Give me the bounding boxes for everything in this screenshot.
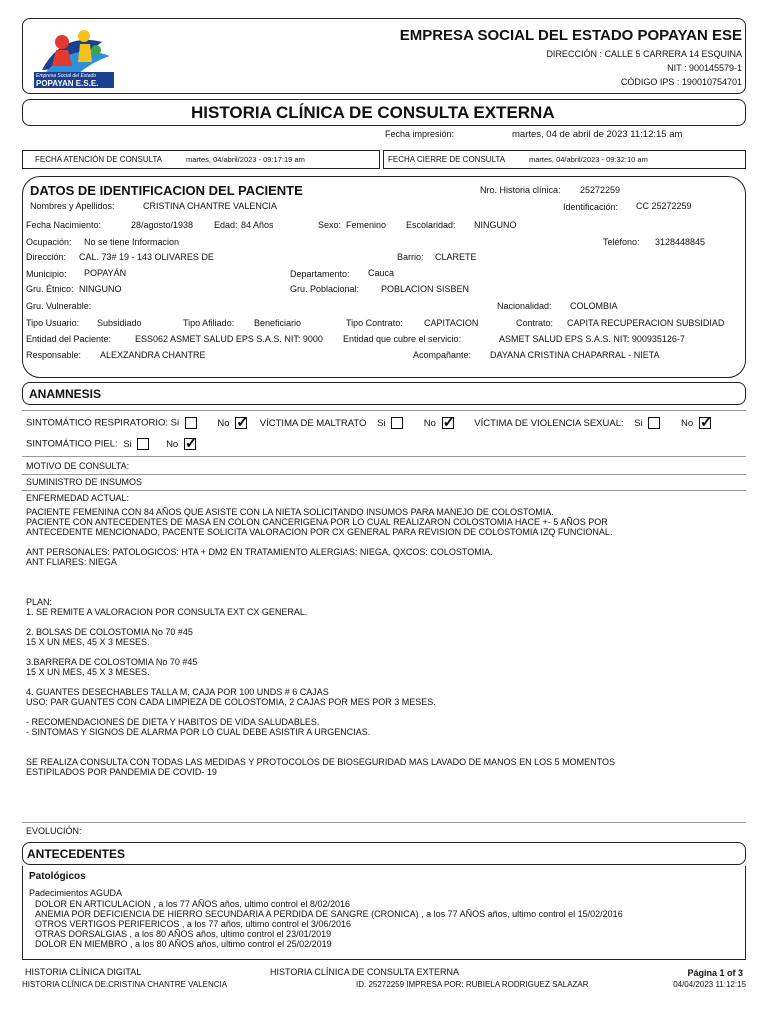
company-logo <box>32 22 116 90</box>
school-value: NINGUNO <box>474 220 517 230</box>
phone-label: Teléfono: <box>603 237 640 247</box>
closing-date-box <box>383 150 746 169</box>
antecedentes-header-box <box>22 842 746 865</box>
contract-type-label: Tipo Contrato: <box>346 318 403 328</box>
illness-line <box>26 567 615 577</box>
antecedentes-title: ANTECEDENTES <box>27 847 126 861</box>
abuse-no-label: No <box>423 417 436 429</box>
pathologic-item: DOLOR EN MIEMBRO , a los 80 AÑOS años, ultimo control el 25/02/2019 <box>35 939 332 949</box>
logo-text-small: Empresa Social del Estado <box>36 73 97 79</box>
occupation-label: Ocupación: <box>26 237 72 247</box>
illness-line: - RECOMENDACIONES DE DIETA Y HABITOS DE VIDA SALUDABLES. <box>26 717 320 727</box>
record-value: 25272259 <box>580 185 621 195</box>
company-address: DIRECCIÓN : CALLE 5 CARRERA 14 ESQUINA <box>546 49 742 59</box>
responsible-label: Responsable: <box>26 350 82 360</box>
closing-date-label: FECHA CIERRE DE CONSULTA <box>388 155 506 164</box>
pathologic-subtitle: Patológicos <box>29 871 86 882</box>
respiratory-label: SINTOMÁTICO RESPIRATORIO: Si <box>26 417 180 429</box>
closing-date-value: martes, 04/abril/2023 - 09:32:10 am <box>529 155 648 164</box>
age-value: 84 Años <box>241 220 274 230</box>
age-label: Edad: <box>214 220 238 230</box>
barrio-label: Barrio: <box>397 252 424 262</box>
address-label: Dirección: <box>26 252 67 262</box>
pathologic-item: ANEMIA POR DEFICIENCIA DE HIERRO SECUNDARIA A PERDIDA DE SANGRE (CRONICA) , a los 77 AÑOS años, ultimo control el 15/02/2016 <box>35 909 623 919</box>
illness-line: PACIENTE FEMENINA CON 84 AÑOS QUE ASISTE CON LA NIETA SOLICITANDO INSUMOS PARA MANEJO DE COLOSTOMIA. <box>26 507 554 517</box>
abuse-yes-label: Si <box>377 417 386 429</box>
occupation-value: No se tiene Informacion <box>84 237 180 247</box>
illness-line: 2. BOLSAS DE COLOSTOMIA No 70 #45 <box>26 627 193 637</box>
department-label: Departamento: <box>290 269 350 279</box>
illness-line <box>26 677 615 687</box>
illness-line: ANT PERSONALES: PATOLOGICOS: HTA + DM2 EN TRATAMIENTO ALERGIAS: NIEGA, QXCOS: COLOSTOMIA. <box>26 547 493 557</box>
print-date-label: Fecha impresión: <box>385 129 455 139</box>
sexual-yes-checkbox[interactable] <box>648 417 660 429</box>
divider <box>22 822 746 823</box>
municipality-value: POPAYÁN <box>84 268 127 278</box>
illness-line: SE REALIZA CONSULTA CON TODAS LAS MEDIDAS Y PROTOCOLOS DE BIOSEGURIDAD MAS LAVADO DE MANOS EN LOS 5 MOMENTOS <box>26 757 615 767</box>
nationality-value: COLOMBIA <box>570 301 618 311</box>
skin-row <box>26 438 202 450</box>
page-number: Página 1 of 3 <box>687 968 743 978</box>
user-type-value: Subsidiado <box>97 318 142 328</box>
abuse-no-checkbox[interactable] <box>442 417 454 429</box>
illness-line <box>26 537 615 547</box>
company-name: EMPRESA SOCIAL DEL ESTADO POPAYAN ESE <box>399 27 742 44</box>
pathologic-item: OTRAS DORSALGIAS , a los 80 AÑOS años, ultimo control el 23/01/2019 <box>35 929 332 939</box>
illness-line <box>26 617 615 627</box>
illness-line <box>26 747 615 757</box>
skin-no-checkbox[interactable] <box>184 438 196 450</box>
title-box <box>22 99 746 126</box>
record-label: Nro. Historia clínica: <box>480 185 561 195</box>
responsible-value: ALEXZANDRA CHANTRE <box>100 350 206 360</box>
attention-date-value: martes, 04/abril/2023 - 09:17:19 am <box>186 155 305 164</box>
illness-line: ANTECEDENTE MENCIONADO, PACENTE SOLICITA VALORACION POR CX GENERAL PARA REVISION DE COLOSTOMIA IZQ FUNCIONAL. <box>26 527 613 537</box>
attention-date-label: FECHA ATENCIÓN DE CONSULTA <box>35 155 163 164</box>
illness-line: 15 X UN MES, 45 X 3 MESES. <box>26 667 150 677</box>
logo-text-large: POPAYAN E.S.E. <box>36 79 99 88</box>
patient-section-title: DATOS DE IDENTIFICACION DEL PACIENTE <box>30 183 303 198</box>
companion-label: Acompañante: <box>413 350 472 360</box>
companion-value: DAYANA CRISTINA CHAPARRAL - NIETA <box>490 350 660 360</box>
ethnic-value: NINGUNO <box>79 284 122 294</box>
footer-center-2: ID. 25272259 IMPRESA POR: RUBIELA RODRIGUEZ SALAZAR <box>356 980 589 989</box>
user-type-label: Tipo Usuario: <box>26 318 80 328</box>
sexual-violence-label: VÍCTIMA DE VIOLENCIA SEXUAL: <box>474 417 624 429</box>
illness-line <box>26 587 615 597</box>
contract-type-value: CAPITACION <box>424 318 479 328</box>
id-value: CC 25272259 <box>636 201 692 211</box>
birth-label: Fecha Nacimiento: <box>26 220 102 230</box>
illness-line: ANT FLIARES: NIEGA <box>26 557 117 567</box>
illness-line <box>26 647 615 657</box>
skin-yes-checkbox[interactable] <box>137 438 149 450</box>
address-value: CAL. 73# 19 - 143 OLIVARES DE <box>79 252 214 262</box>
sexual-no-checkbox[interactable] <box>699 417 711 429</box>
abuse-yes-checkbox[interactable] <box>391 417 403 429</box>
print-date: martes, 04 de abril de 2023 11:12:15 am <box>512 129 683 140</box>
name-label: Nombres y Apellidos: <box>30 201 115 211</box>
divider <box>22 490 746 491</box>
divider <box>22 474 746 475</box>
evolution-label: EVOLUCIÓN: <box>26 826 82 836</box>
pathologic-group: Padecimientos AGUDA <box>29 888 123 898</box>
illness-line: USO: PAR GUANTES CON CADA LIMPIEZA DE COLOSTOMIA, 2 CAJAS POR MES POR 3 MESES. <box>26 697 436 707</box>
illness-line <box>26 737 615 747</box>
ethnic-label: Gru. Étnico: <box>26 284 74 294</box>
attention-date-box <box>22 150 380 169</box>
illness-label: ENFERMEDAD ACTUAL: <box>26 493 130 503</box>
skin-no-label: No <box>166 438 179 450</box>
reason-value: SUMINISTRO DE INSUMOS <box>26 477 143 487</box>
respiratory-no-label: No <box>217 417 230 429</box>
illness-line: ESTIPILADOS POR PANDEMIA DE COVID- 19 <box>26 767 217 777</box>
anamnesis-header-box <box>22 382 746 405</box>
phone-value: 3128448845 <box>655 237 706 247</box>
affiliate-label: Tipo Afiliado: <box>183 318 235 328</box>
illness-line: PACIENTE CON ANTECEDENTES DE MASA EN COLON CANCERIGENA POR LO CUAL REALIZARON COLOSTOMIA HACE +- 5 AÑOS POR <box>26 517 608 527</box>
illness-line <box>26 707 615 717</box>
skin-label: SINTOMÁTICO PIEL: <box>26 438 118 450</box>
illness-line <box>26 577 615 587</box>
contract-value: CAPITA RECUPERACION SUBSIDIAD <box>567 318 725 328</box>
reason-label: MOTIVO DE CONSULTA: <box>26 461 130 471</box>
footer-datetime: 04/04/2023 11:12:15 <box>673 980 746 989</box>
sexual-no-label: No <box>681 417 694 429</box>
barrio-value: CLARETE <box>435 252 477 262</box>
pathologic-item: OTROS VERTIGOS PERIFERICOS , a los 77 años, ultimo control el 3/06/2016 <box>35 919 351 929</box>
birth-value: 28/agosto/1938 <box>131 220 194 230</box>
footer-center-1: HISTORIA CLÍNICA DE CONSULTA EXTERNA <box>270 967 460 977</box>
vulnerable-label: Gru. Vulnerable: <box>26 301 92 311</box>
covering-entity-value: ASMET SALUD EPS S.A.S. NIT: 900935126-7 <box>499 334 685 344</box>
footer-left-1: HISTORIA CLÍNICA DIGITAL <box>25 967 142 977</box>
footer-left-2: HISTORIA CLÍNICA DE:CRISTINA CHANTRE VALENCIA <box>22 980 228 989</box>
illness-line: 1. SE REMITE A VALORACION POR CONSULTA EXT CX GENERAL. <box>26 607 308 617</box>
page-title: HISTORIA CLÍNICA DE CONSULTA EXTERNA <box>191 103 555 122</box>
sex-value: Femenino <box>346 220 387 230</box>
pathologic-list <box>35 899 623 949</box>
population-value: POBLACION SISBEN <box>381 284 470 294</box>
abuse-label: VÍCTIMA DE MALTRATO <box>259 417 367 429</box>
population-label: Gru. Poblacional: <box>290 284 360 294</box>
illness-line: 4. GUANTES DESECHABLES TALLA M, CAJA POR 100 UNDS # 6 CAJAS <box>26 687 329 697</box>
illness-text <box>26 507 615 777</box>
pathologic-item: DOLOR EN ARTICULACION , a los 77 AÑOS años, ultimo control el 8/02/2016 <box>35 899 350 909</box>
sex-label: Sexo: <box>318 220 342 230</box>
illness-line: PLAN: <box>26 597 53 607</box>
divider <box>22 410 746 411</box>
contract-label: Contrato: <box>516 318 554 328</box>
illness-line: 15 X UN MES, 45 X 3 MESES. <box>26 637 150 647</box>
entity-value: ESS062 ASMET SALUD EPS S.A.S. NIT: 9000 <box>135 334 323 344</box>
municipality-label: Municipio: <box>26 269 67 279</box>
illness-line: 3.BARRERA DE COLOSTOMIA No 70 #45 <box>26 657 198 667</box>
entity-label: Entidad del Paciente: <box>26 334 112 344</box>
covering-entity-label: Entidad que cubre el servicio: <box>343 334 462 344</box>
anamnesis-title: ANAMNESIS <box>29 387 102 401</box>
id-label: Identificación: <box>563 202 619 212</box>
company-nit: NIT : 900145579-1 <box>667 63 742 73</box>
divider <box>22 456 746 457</box>
skin-yes-label: Si <box>123 438 132 450</box>
respiratory-yes-checkbox[interactable] <box>185 417 197 429</box>
name-value: CRISTINA CHANTRE VALENCIA <box>143 201 277 211</box>
school-label: Escolaridad: <box>406 220 456 230</box>
company-ips-code: CÓDIGO IPS : 190010754701 <box>620 77 742 87</box>
nationality-label: Nacionalidad: <box>497 301 552 311</box>
department-value: Cauca <box>368 268 395 278</box>
respiratory-row <box>26 417 717 429</box>
respiratory-no-checkbox[interactable] <box>235 417 247 429</box>
sexual-yes-label: Si <box>634 417 643 429</box>
illness-line: - SINTOMAS Y SIGNOS DE ALARMA POR LO CUAL DEBE ASISTIR A URGENCIAS. <box>26 727 371 737</box>
affiliate-value: Beneficiario <box>254 318 302 328</box>
